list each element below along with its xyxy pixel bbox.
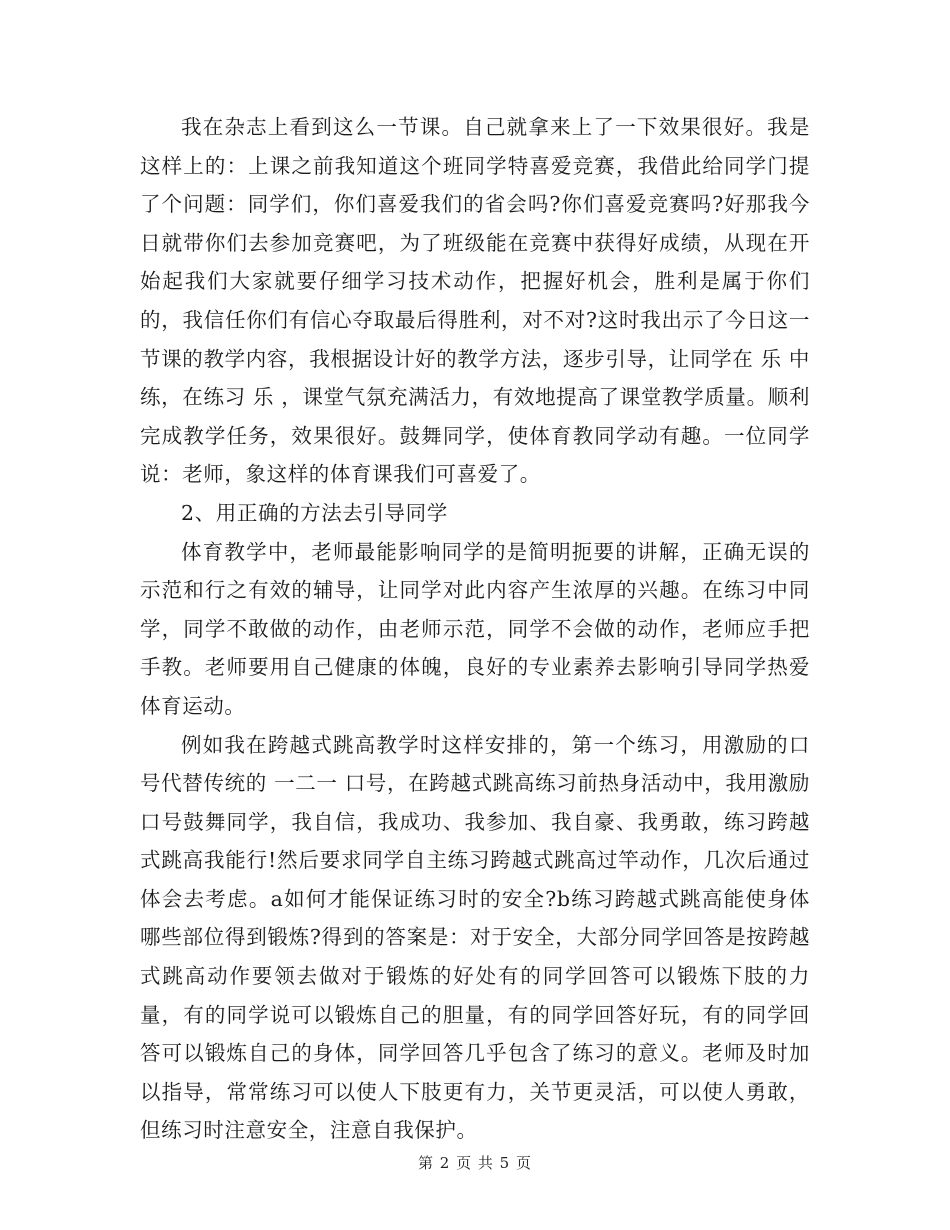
paragraph-high-jump-example: 例如我在跨越式跳高教学时这样安排的，第一个练习，用激励的口号代替传统的 一二一 口号，在跨越式跳高练习前热身活动中，我用激励口号鼓舞同学，我自信，我成功、我参加、我自豪、我勇敢，练习跨越式跳高我能行!然后要求同学自主练习跨越式跳高过竿动作，几次后通过体会去考虑。a如何才能保证练习时的安全?b练习跨越式跳高能使身体哪些部位得到锻炼?得到的答案是：对于安全，大部分同学回答是按跨越式跳高动作要领去做对于锻炼的好处有的同学回答可以锻炼下肢的力量，有的同学说可以锻炼自己的胆量，有的同学回答好玩，有的同学回答可以锻炼自己的身体，同学回答几乎包含了练习的意义。老师及时加以指导，常常练习可以使人下肢更有力，关节更灵活，可以使人勇敢，但练习时注意安全，注意自我保护。 <box>140 732 810 1143</box>
paragraph-competition-lesson: 我在杂志上看到这么一节课。自己就拿来上了一下效果很好。我是这样上的：上课之前我知道这个班同学特喜爱竞赛，我借此给同学门提了个问题：同学们，你们喜爱我们的省会吗?你们喜爱竞赛吗?好那我今日就带你们去参加竞赛吧，为了班级能在竞赛中获得好成绩，从现在开始起我们大家就要仔细学习技术动作，把握好机会，胜利是属于你们的，我信任你们有信心夺取最后得胜利，对不对?这时我出示了今日这一节课的教学内容，我根据设计好的教学方法，逐步引导，让同学在 乐 中练，在练习 乐 ，课堂气氛充满活力，有效地提高了课堂教学质量。顺利完成教学任务，效果很好。鼓舞同学，使体育教同学动有趣。一位同学说：老师，象这样的体育课我们可喜爱了。 <box>140 115 810 487</box>
paragraph-teacher-influence: 体育教学中，老师最能影响同学的是简明扼要的讲解，正确无误的示范和行之有效的辅导，让同学对此内容产生浓厚的兴趣。在练习中同学，同学不敢做的动作，由老师示范，同学不会做的动作，老师应手把手教。老师要用自己健康的体魄，良好的专业素养去影响引导同学热爱体育运动。 <box>140 539 810 718</box>
page-number-footer: 第 2 页 共 5 页 <box>418 1154 532 1172</box>
document-body <box>140 108 810 1150</box>
section-heading-guide-students: 2、用正确的方法去引导同学 <box>181 500 448 525</box>
